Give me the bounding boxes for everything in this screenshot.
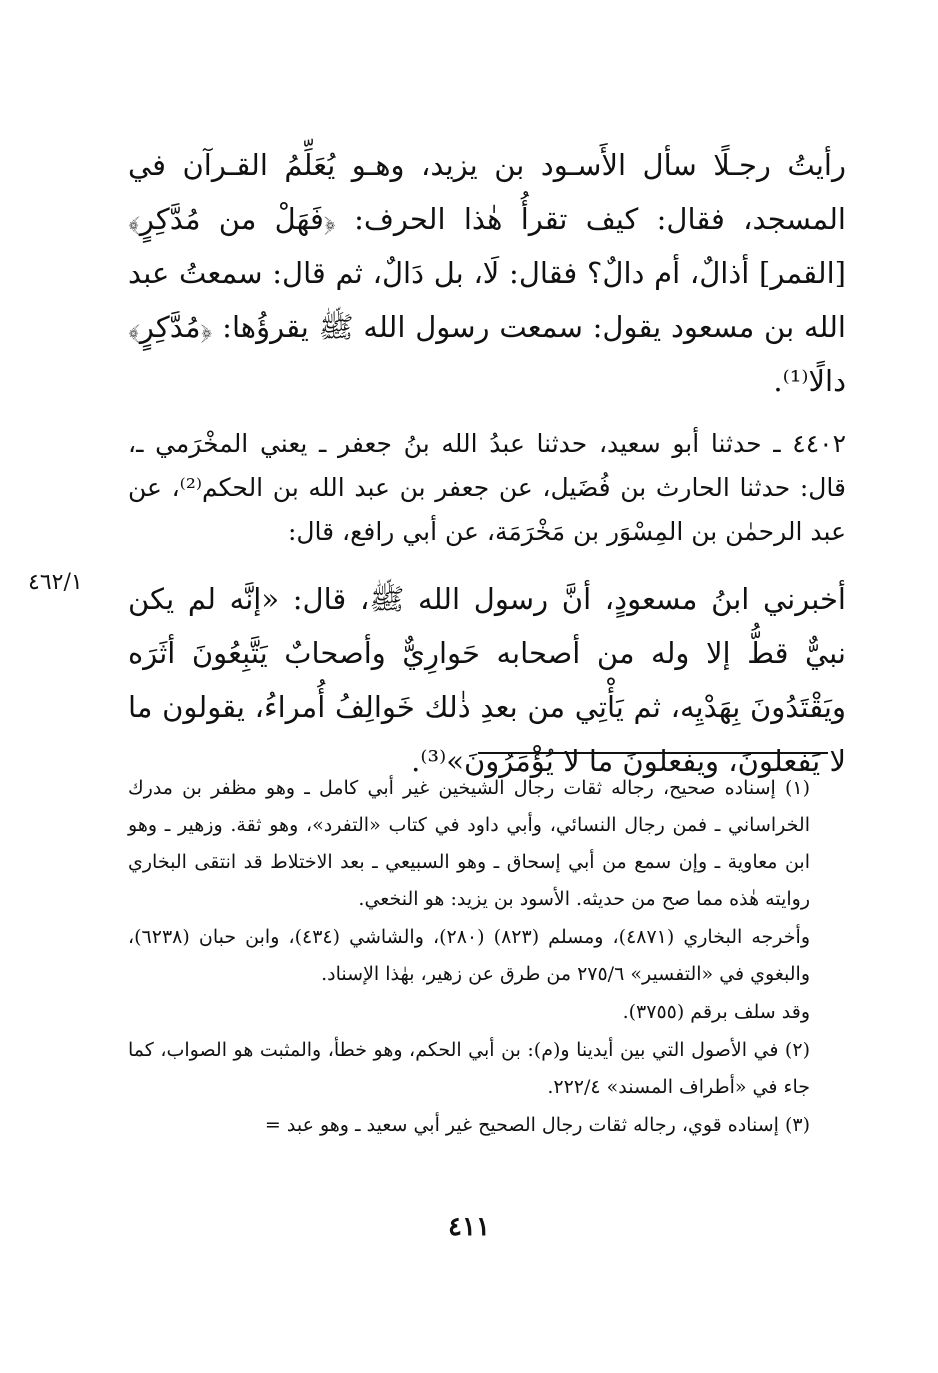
footnotes <box>128 770 810 1144</box>
paragraph-hadith-4402-matn: أخبرني ابنُ مسعودٍ، أنَّ رسول الله ﷺ، قال: «إنَّه لم يكن نبيٌّ قطُّ إلا وله من أصحابه حَوارِيٌّ وأصحابٌ يَتَّبِعُونَ أثَرَه ويَقْتَدُونَ بِهَدْيِه، ثم يَأْتِي من بعدِ ذٰلك خَوالِفُ أُمراءُ، يقولون ما لا يَفعلونَ، ويفعلونَ ما لا يُؤْمَرُونَ»⁽³⁾. <box>128 582 846 778</box>
footnote-3: (٣) إسناده قوي، رجاله ثقات رجال الصحيح غير أبي سعيد ـ وهو عبد = <box>264 1114 810 1136</box>
footnote-separator <box>478 752 828 754</box>
footnote-1-continued: وأخرجه البخاري (٤٨٧١)، ومسلم (٨٢٣) (٢٨٠)، والشاشي (٤٣٤)، وابن حبان (٦٢٣٨)، والبغوي في «التفسير» ٢٧٥/٦ من طرق عن زهير، بهٰذا الإسناد. <box>128 926 810 985</box>
paragraph-hadith-4401-end: رأيتُ رجـلًا سأل الأَسـود بن يزيد، وهـو يُعَلِّمُ القـرآن في المسجد، فقال: كيف تقرأُ هٰذا الحرف: ﴿فَهَلْ من مُدَّكِرٍ﴾ [القمر] أذالٌ، أم دالٌ؟ فقال: لَا، بل دَالٌ، ثم قال: سمعتُ عبد الله بن مسعود يقول: سمعت رسول الله ﷺ يقرؤُها: ﴿مُدَّكِرٍ﴾ دالًا⁽¹⁾. <box>128 148 846 398</box>
footnote-1-reference: وقد سلف برقم (٣٧٥٥). <box>622 1001 810 1023</box>
footnote-1: (١) إسناده صحيح، رجاله ثقات رجال الشيخين غير أبي كامل ـ وهو مظفر بن مدرك الخراساني ـ فمن رجال النسائي، وأبي داود في كتاب «التفرد»، وهو ثقة. وزهير ـ وهو ابن معاوية ـ وإن سمع من أبي إسحاق ـ وهو السبيعي ـ بعد الاختلاط قد انتقى البخاري روايته هٰذه مما صح من حديثه. الأسود بن يزيد: هو النخعي. <box>128 777 810 910</box>
main-text <box>128 138 846 788</box>
footnote-2: (٢) في الأصول التي بين أيدينا و(م): بن أبي الحكم، وهو خطأ، والمثبت هو الصواب، كما جاء في «أطراف المسند» ٢٢٢/٤. <box>128 1039 810 1098</box>
paragraph-hadith-4402-isnad: ٤٤٠٢ ـ حدثنا أبو سعيد، حدثنا عبدُ الله بنُ جعفر ـ يعني المخْرَمي ـ، قال: حدثنا الحارث بن فُضَيل، عن جعفر بن عبد الله بن الحكم⁽²⁾، عن عبد الرحمٰن بن المِسْوَر بن مَخْرَمَة، عن أبي رافع، قال: <box>128 429 846 546</box>
page-number: ٤١١ <box>448 1212 490 1242</box>
margin-reference: ٤٦٢/١ <box>28 570 83 595</box>
